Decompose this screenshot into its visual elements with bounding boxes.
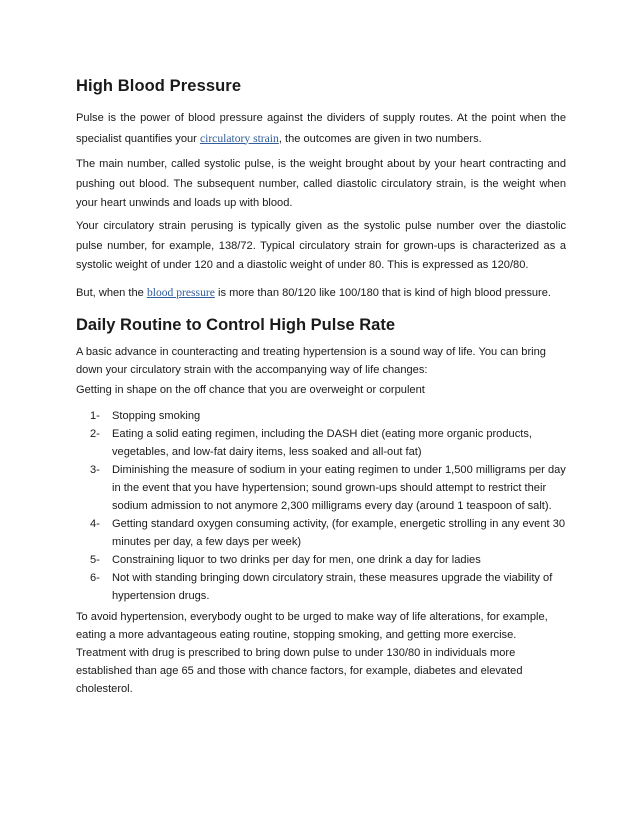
list-item bbox=[76, 515, 566, 551]
list-item-text: Eating a solid eating regimen, including the DASH diet (eating more organic products, vegetables, and low-fat dairy items, less soaked and all-out fat) bbox=[112, 428, 532, 458]
list-item-number: 3- bbox=[90, 464, 100, 476]
list-item bbox=[76, 407, 566, 425]
list-item-text: Getting standard oxygen consuming activity, (for example, energetic strolling in any event 30 minutes per day, a few days per week) bbox=[112, 518, 566, 548]
list-item-text: Constraining liquor to two drinks per day for men, one drink a day for ladies bbox=[112, 554, 481, 566]
circulatory-strain-link[interactable]: circulatory strain bbox=[199, 131, 279, 145]
intro-text-end: , the outcomes are given in two numbers. bbox=[278, 132, 482, 145]
blood-pressure-link[interactable]: blood pressure bbox=[146, 286, 215, 299]
high-bp-paragraph bbox=[76, 283, 566, 304]
list-item bbox=[76, 461, 566, 515]
list-item bbox=[76, 551, 566, 569]
high-bp-text-start: But, when the bbox=[76, 287, 147, 299]
routine-intro-paragraph: A basic advance in counteracting and treating hypertension is a sound way of life. You can bring down your circulatory strain with the accompanying way of life changes: bbox=[76, 346, 546, 376]
page-title: High Blood Pressure bbox=[76, 77, 242, 95]
systolic-paragraph: The main number, called systolic pulse, is the weight brought about by your heart contracting and pushing out blood. The subsequent number, called diastolic circulatory strain, is the weight when your heart unwinds and loads up with blood. bbox=[76, 158, 566, 209]
list-item-number: 6- bbox=[90, 572, 100, 584]
weight-lead-paragraph: Getting in shape on the off chance that you are overweight or corpulent bbox=[76, 384, 425, 396]
list-item-number: 4- bbox=[90, 518, 100, 530]
list-item-number: 5- bbox=[90, 554, 100, 566]
reading-paragraph: Your circulatory strain perusing is typically given as the systolic pulse number over the diastolic pulse number, for example, 138/72. Typical circulatory strain for grown-ups is characterized as a systolic weight of under 120 and a diastolic weight of under 80. This is expressed as 120/80. bbox=[76, 220, 566, 271]
high-bp-text-end: is more than 80/120 like 100/180 that is kind of high blood pressure. bbox=[214, 287, 551, 299]
section-heading: Daily Routine to Control High Pulse Rate bbox=[76, 316, 396, 334]
intro-text-start: Pulse is the power of blood pressure against the dividers of supply routes. At the point when the specialist quantifies your bbox=[76, 112, 566, 145]
intro-paragraph bbox=[76, 109, 566, 149]
list-item-text: Diminishing the measure of sodium in your eating regimen to under 1,500 milligrams per day in the event that you have hypertension; sound grown-ups should attempt to restrict their sodium admission to not anymore 2,300 milligrams every day (around 1 teaspoon of salt). bbox=[112, 464, 566, 512]
list-item-number: 1- bbox=[90, 410, 100, 422]
routine-list bbox=[76, 407, 566, 605]
list-item-text: Not with standing bringing down circulatory strain, these measures upgrade the viability of hypertension drugs. bbox=[112, 572, 553, 602]
list-item-text: Stopping smoking bbox=[112, 410, 201, 422]
list-item bbox=[76, 425, 566, 461]
list-item-number: 2- bbox=[90, 428, 100, 440]
closing-paragraph: To avoid hypertension, everybody ought to be urged to make way of life alterations, for example, eating a more advantageous eating routine, stopping smoking, and getting more exercise. Treatment with drug is prescribed to bring down pulse to under 130/80 in individuals more established than age 65 and those with chance factors, for example, diabetes and elevated cholesterol. bbox=[76, 611, 548, 695]
list-item bbox=[76, 569, 566, 605]
